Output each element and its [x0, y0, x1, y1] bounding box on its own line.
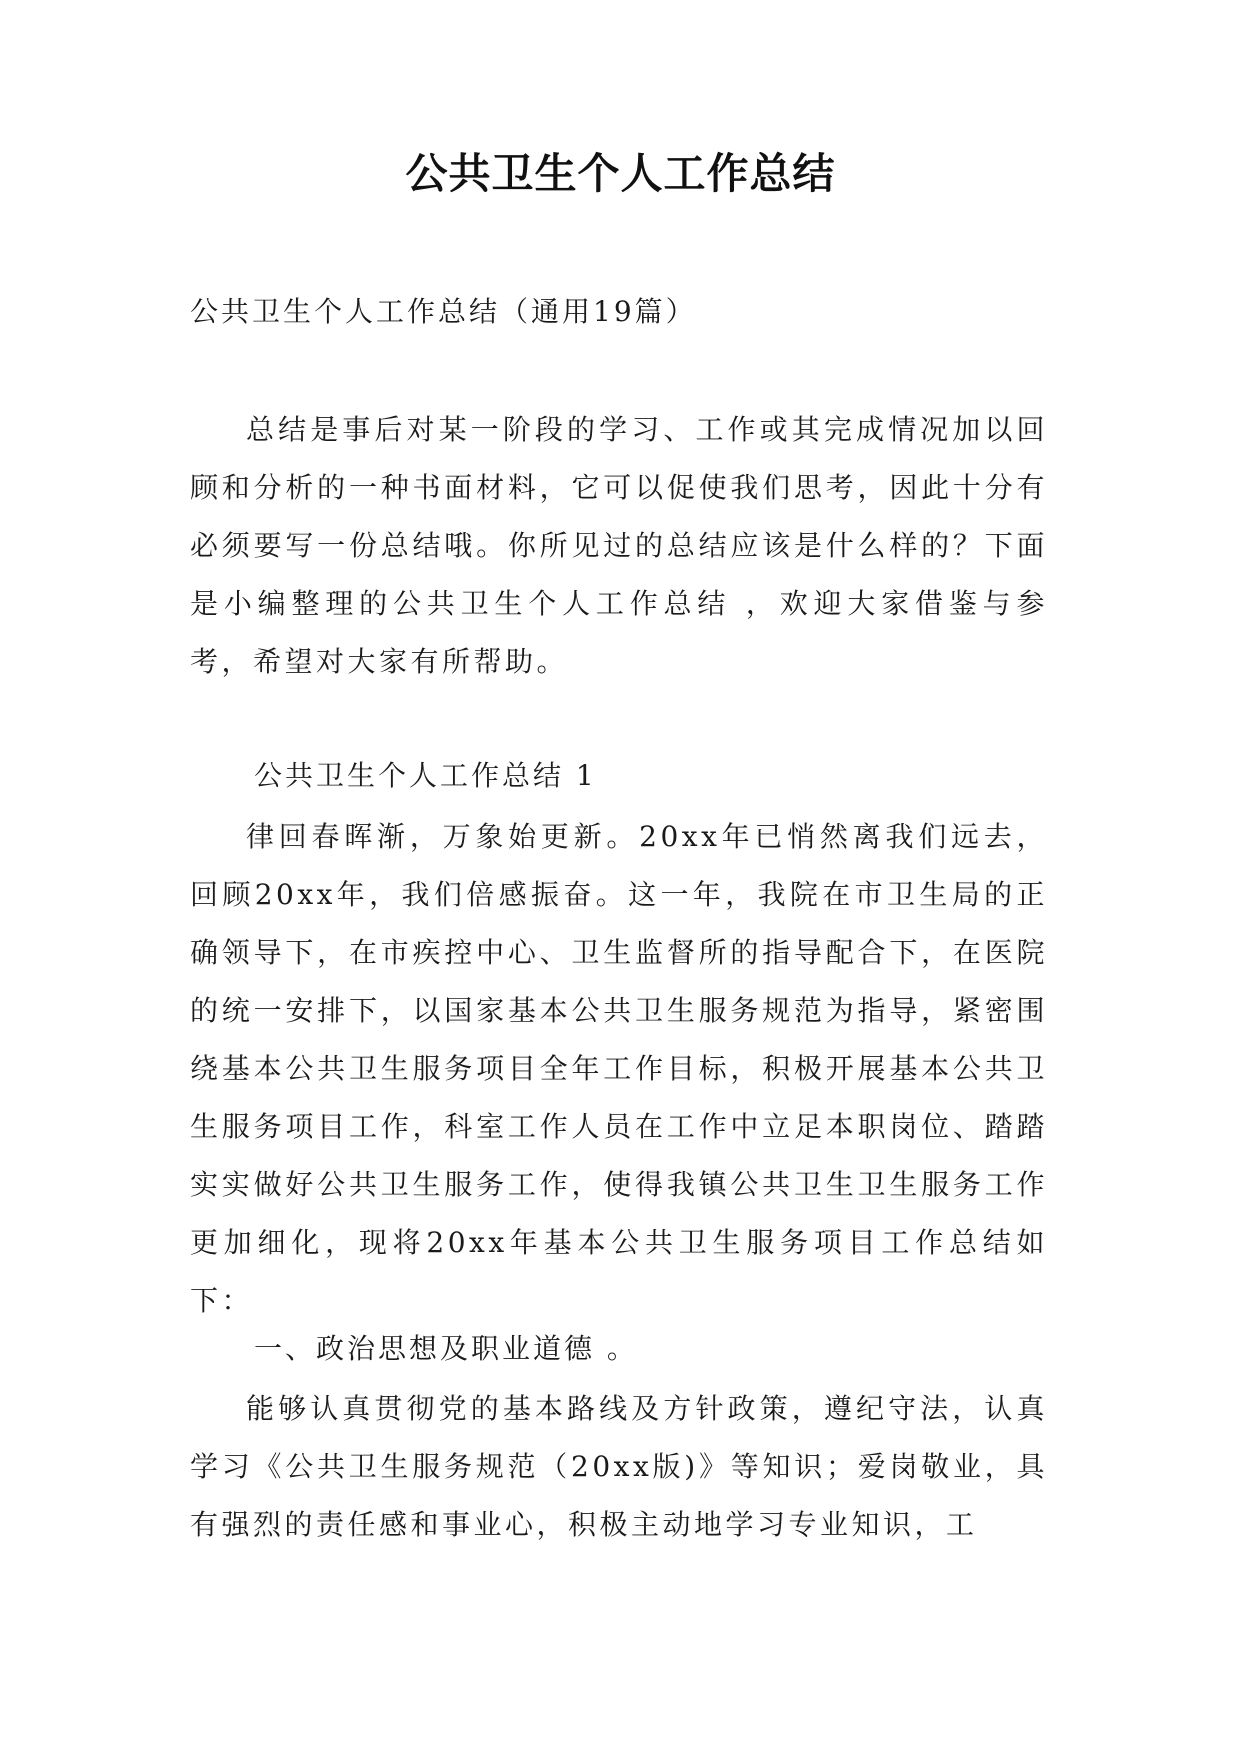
point-heading: 一、政治思想及职业道德 。 — [254, 1332, 638, 1365]
document-subtitle: 公共卫生个人工作总结（通用19篇） — [190, 295, 697, 328]
intro-paragraph: 总结是事后对某一阶段的学习、工作或其完成情况加以回顾和分析的一种书面材料，它可以促使我们思考，因此十分有必须要写一份总结哦。你所见过的总结应该是什么样的？下面是小编整理的公共卫生个人工作总结 ，欢迎大家借鉴与参考，希望对大家有所帮助。 — [190, 413, 1048, 678]
document-title: 公共卫生个人工作总结 — [405, 149, 836, 198]
section-heading: 公共卫生个人工作总结 1 — [254, 759, 597, 792]
section-body-paragraph: 律回春晖渐，万象始更新。20xx年已悄然离我们远去，回顾20xx年，我们倍感振奋。这一年，我院在市卫生局的正确领导下，在市疾控中心、卫生监督所的指导配合下，在医院的统一安排下，以国家基本公共卫生服务规范为指导，紧密围绕基本公共卫生服务项目全年工作目标，积极开展基本公共卫生服务项目工作，科室工作人员在工作中立足本职岗位、踏踏实实做好公共卫生服务工作，使得我镇公共卫生卫生服务工作更加细化，现将20xx年基本公共卫生服务项目工作总结如下： — [190, 820, 1048, 1317]
point-body-paragraph: 能够认真贯彻党的基本路线及方针政策，遵纪守法，认真学习《公共卫生服务规范（20xx版)》等知识；爱岗敬业，具有强烈的责任感和事业心，积极主动地学习专业知识，工 — [190, 1392, 1048, 1541]
